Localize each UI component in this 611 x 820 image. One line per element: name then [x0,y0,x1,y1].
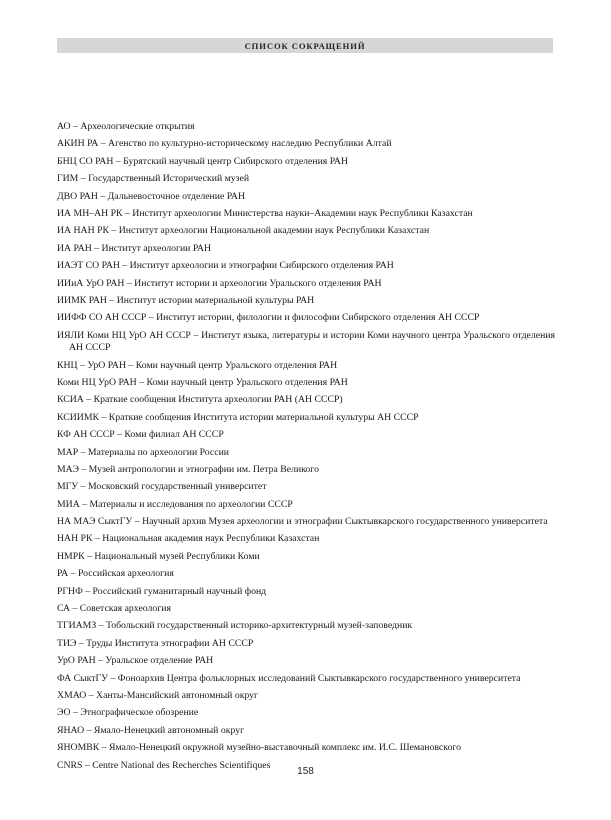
list-item: НА МАЭ СыктГУ – Научный архив Музея археологии и этнографии Сыктывкарского государственного университета [57,516,548,528]
abbreviation-list [57,121,555,777]
list-item: ИЯЛИ Коми НЦ УрО АН СССР – Институт языка, литературы и истории Коми научного центра Уральского отделения АН СССР [57,329,555,354]
list-item: ИА МН–АН РК – Институт археологии Министерства науки–Академии наук Республики Казахстан [57,207,473,219]
list-item: РГНФ – Российский гуманитарный научный фонд [57,585,267,597]
list-item: АО – Археологические открытия [57,121,195,132]
list-item: НАН РК – Национальная академия наук Республики Казахстан [57,533,320,545]
list-item: ТИЭ – Труды Института этнографии АН СССР [57,637,254,649]
list-item: КСИА – Краткие сообщения Института археологии РАН (АН СССР) [57,394,343,406]
list-item: ФА СыктГУ – Фоноархив Центра фольклорных исследований Сыктывкарского государственного университета [57,672,521,684]
list-item: КНЦ – УрО РАН – Коми научный центр Уральского отделения РАН [57,359,338,371]
running-header [57,38,553,53]
list-item: БНЦ СО РАН – Бурятский научный центр Сибирского отделения РАН [57,155,348,167]
list-item: СА – Советская археология [57,603,171,615]
list-item: МИА – Материалы и исследования по археологии СССР [57,498,293,510]
list-item: ТГИАМЗ – Тобольский государственный историко-архитектурный музей-заповедник [57,620,413,632]
list-item: МАЭ – Музей антропологии и этнографии им. Петра Великого [57,463,319,475]
list-item: МГУ – Московский государственный университет [57,481,267,493]
list-item: КФ АН СССР – Коми филиал АН СССР [57,429,224,441]
list-item: НМРК – Национальный музей Республики Коми [57,550,260,562]
list-item: ИА НАН РК – Институт археологии Национальной академии наук Республики Казахстан [57,225,430,237]
list-item: ГИМ – Государственный Исторический музей [57,173,250,185]
list-item: Коми НЦ УрО РАН – Коми научный центр Уральского отделения РАН [57,376,348,388]
list-item: УрО РАН – Уральское отделение РАН [57,655,214,667]
list-item: МАР – Материалы по археологии России [57,446,230,458]
list-item: ИА РАН – Институт археологии РАН [57,242,212,254]
list-item: ИИМК РАН – Институт истории материальной культуры РАН [57,294,315,306]
list-item: CNRS – Centre National des Recherches Scientifiques [57,759,271,771]
list-item: РА – Российская археология [57,568,174,580]
list-item: ЭО – Этнографическое обозрение [57,707,199,719]
list-item: ИИФФ СО АН СССР – Институт истории, филологии и философии Сибирского отделения АН СССР [57,312,480,324]
page-number: 158 [297,766,314,777]
list-item: АКИН РА – Агенство по культурно-историческому наследию Республики Алтай [57,138,392,150]
list-item: КСИИМК – Краткие сообщения Института истории материальной культуры АН СССР [57,411,419,423]
list-item: ИАЭТ СО РАН – Институт археологии и этнографии Сибирского отделения РАН [57,260,394,272]
page-title: СПИСОК СОКРАЩЕНИЙ [244,40,366,51]
list-item: ХМАО – Ханты-Мансийский автономный округ [57,690,259,701]
list-item: ЯНОМВК – Ямало-Ненецкий окружной музейно-выставочный комплекс им. И.С. Шемановского [57,742,462,754]
list-item: ИИиА УрО РАН – Институт истории и археологии Уральского отделения РАН [57,277,382,289]
list-item: ДВО РАН – Дальневосточное отделение РАН [57,190,245,202]
list-item: ЯНАО – Ямало-Ненецкий автономный округ [57,724,245,736]
